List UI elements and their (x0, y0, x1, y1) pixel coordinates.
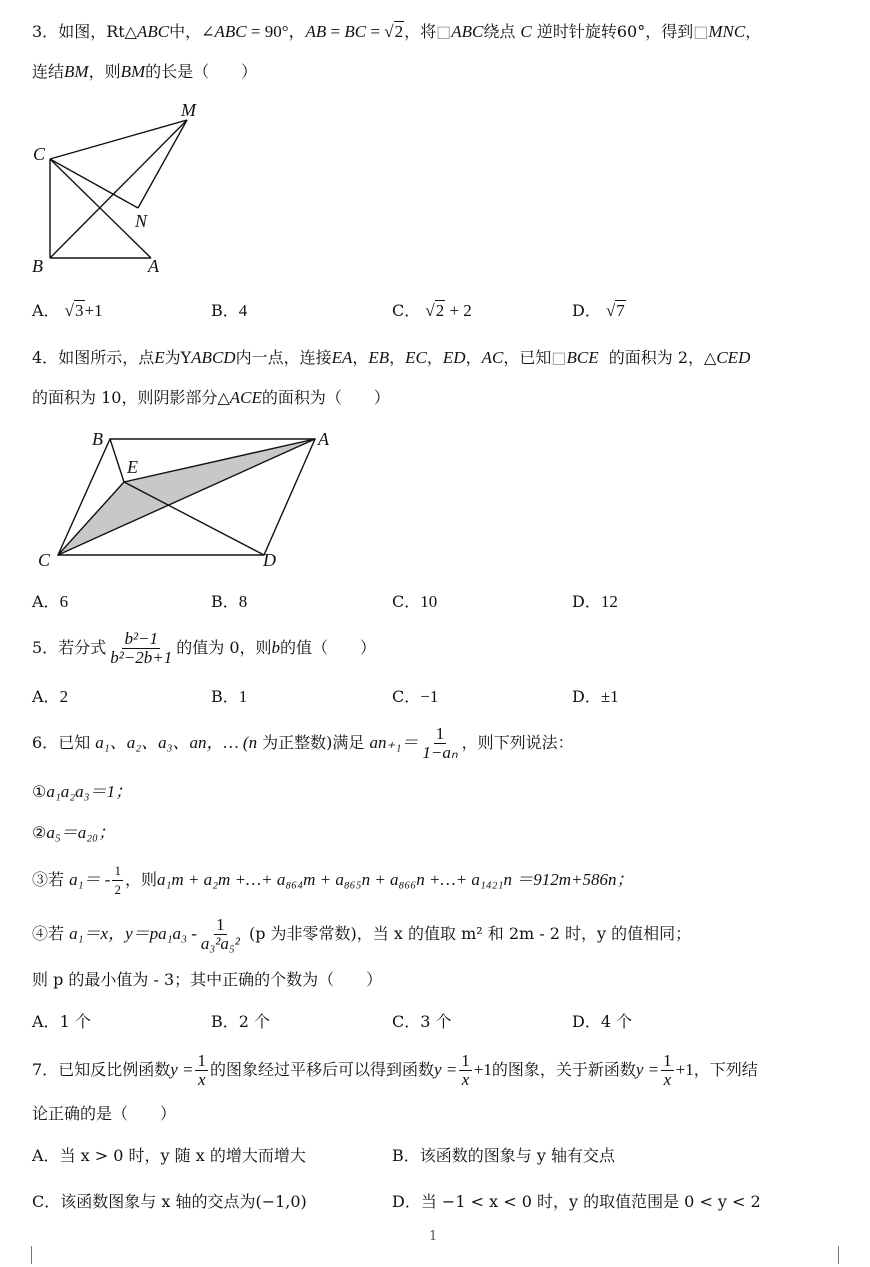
q3-number: 3． (32, 22, 59, 41)
math: AB (305, 22, 327, 41)
q3-option-a[interactable] (32, 301, 103, 321)
math: BCE (566, 348, 599, 367)
math: ACE (229, 388, 262, 407)
option-letter: C． (392, 592, 421, 611)
q4-option-c[interactable] (392, 592, 437, 612)
q3-stem-line1 (32, 22, 761, 42)
text: 如图，Rt△ (58, 22, 137, 41)
right-margin-mark (838, 1246, 839, 1264)
q5-number: 5． (32, 638, 59, 657)
text: 的面积为 10，则阴影部分△ (32, 388, 230, 407)
q4-figure-parallelogram (0, 420, 360, 580)
text: ，则 (124, 870, 157, 889)
math: AC (481, 348, 504, 367)
text: 内一点，连接 (235, 348, 332, 367)
denominator: b²−2b+1 (110, 648, 173, 667)
option-letter: A． (32, 592, 60, 611)
q5-stem (32, 628, 376, 668)
q4-option-d[interactable] (572, 592, 618, 612)
label-E: E (127, 457, 138, 477)
q7-number: 7． (32, 1060, 59, 1079)
text: 论正确的是（ ） (32, 1104, 177, 1123)
math: MNC (708, 22, 746, 41)
sqrt-2: √2 (384, 22, 404, 41)
numerator: 1 (197, 1051, 206, 1070)
option-text: 8 (238, 592, 248, 611)
option-letter: D． (392, 1192, 421, 1211)
q6-stem (32, 723, 574, 763)
text: 已知反比例函数 (58, 1060, 171, 1079)
q7-option-b[interactable] (392, 1146, 615, 1166)
math: ABCD (191, 348, 236, 367)
q7-option-d[interactable] (392, 1192, 761, 1212)
text: 的面积为（ ） (261, 388, 390, 407)
math: E (154, 348, 165, 367)
text: ， (745, 22, 762, 41)
text: 为正整数)满足 (262, 733, 365, 752)
text: ，则 (88, 62, 121, 81)
statement-mark: ③ (32, 870, 49, 889)
fraction (661, 1052, 674, 1089)
statement-mark: ① (32, 782, 47, 801)
option-letter: B． (392, 1146, 420, 1165)
math: BM (120, 62, 146, 81)
radicand: 7 (616, 301, 625, 320)
left-margin-mark (31, 1246, 32, 1264)
option-letter: A． (32, 1012, 60, 1031)
q7-option-a[interactable] (32, 1146, 306, 1166)
option-letter: C． (392, 1012, 421, 1031)
missing-glyph: □ (551, 348, 567, 367)
text: 中，∠ (169, 22, 215, 41)
q6-option-b[interactable] (211, 1012, 270, 1032)
q6-statement-1 (32, 782, 132, 802)
q4-option-b[interactable] (211, 592, 247, 612)
q6-statement-4 (32, 912, 691, 956)
option-letter: D． (572, 1012, 601, 1031)
q6-conclusion (32, 970, 382, 990)
sqrt: √2 (425, 301, 445, 320)
math: CED (716, 348, 751, 367)
option-letter: A． (32, 1146, 60, 1165)
option-text: 4 (238, 301, 248, 320)
q4-stem-line2 (32, 388, 390, 408)
option-letter: A． (32, 301, 60, 320)
denominator: 1−aₙ (422, 743, 458, 762)
option-text: 2 (59, 687, 69, 706)
denominator: x (461, 1070, 470, 1089)
missing-glyph: □ (436, 22, 452, 41)
math: ED (442, 348, 466, 367)
option-text: 4 个 (600, 1012, 633, 1031)
label-A: A (148, 256, 159, 276)
fraction (459, 1052, 472, 1089)
text: ， (426, 348, 443, 367)
text: 的面积为 2，△ (608, 348, 717, 367)
option-text: 该函数图象与 x 轴的交点为(−1,0) (60, 1192, 307, 1211)
text: 若 (48, 870, 65, 889)
math: y = (434, 1060, 458, 1079)
math: EB (368, 348, 390, 367)
statement-mark: ② (32, 823, 47, 842)
math: y = (635, 1060, 660, 1079)
numerator: 1 (112, 862, 123, 881)
math: C (520, 22, 532, 41)
text: 的图象，关于新函数 (491, 1060, 636, 1079)
label-B: B (32, 256, 43, 276)
text: 则 p 的最小值为 - 3；其中正确的个数为（ ） (32, 970, 383, 989)
option-text: 当 x > 0 时，y 随 x 的增大而增大 (59, 1146, 306, 1165)
q5-option-a[interactable] (32, 687, 68, 707)
math: ABC (214, 22, 247, 41)
math: a₁＝ - (69, 870, 111, 889)
q7-stem-line2 (32, 1104, 176, 1124)
math: BC (344, 22, 367, 41)
option-letter: C． (392, 687, 421, 706)
option-text: 当 −1 < x < 0 时，y 的取值范围是 0 < y < 2 (420, 1192, 761, 1211)
math: a₁m + a₂m +…+ a₈₆₄m + a₈₆₅n + a₈₆₆n +…+ a₁₄₂₁n ＝912m+586n； (156, 870, 634, 889)
q7-option-c[interactable] (32, 1192, 307, 1212)
math: = (326, 22, 345, 41)
q3-option-d[interactable] (572, 301, 626, 321)
math: ABC (136, 22, 170, 41)
text: ， (465, 348, 482, 367)
q5-option-d[interactable] (572, 687, 619, 707)
fraction (420, 725, 459, 762)
math: n (248, 733, 258, 752)
text: ，则下列说法： (461, 733, 574, 752)
numerator: 1 (216, 915, 225, 934)
option-text: −1 (420, 687, 439, 706)
text: 的值为 0，则 (176, 638, 272, 657)
option-letter: D． (572, 687, 601, 706)
text: 如图所示，点 (58, 348, 155, 367)
q3-option-c[interactable] (392, 301, 472, 321)
option-letter: B． (211, 687, 239, 706)
text: (p 为非零常数)，当 x 的值取 m² 和 2m - 2 时，y 的值相同； (248, 924, 692, 943)
text: 的长是（ ） (145, 62, 258, 81)
option-text: 该函数的图象与 y 轴有交点 (419, 1146, 615, 1165)
option-text: 6 (59, 592, 69, 611)
math: b (271, 638, 281, 657)
statement-text: a₁a₂a₃＝1； (46, 782, 133, 801)
q4-stem-line1 (32, 348, 750, 368)
text: 的值（ ） (280, 638, 377, 657)
math: a₁、a₂、a₃、an，… ( (95, 733, 249, 752)
q3-stem-line2 (32, 62, 257, 82)
option-text: 3 个 (420, 1012, 452, 1031)
option-text: 10 (420, 592, 438, 611)
denominator: a₃²a₅² (200, 934, 240, 953)
math: ABC (451, 22, 484, 41)
numerator: b²−1 (124, 629, 159, 648)
text: 若分式 (58, 638, 107, 657)
option-letter: B． (211, 301, 239, 320)
option-letter: A． (32, 687, 60, 706)
option-text: 1 (238, 687, 248, 706)
label-C: C (38, 550, 51, 570)
q6-number: 6． (32, 733, 59, 752)
option-text: 1 个 (59, 1012, 91, 1031)
sqrt: √3 (64, 301, 84, 320)
text: 逆时针旋转60°，得到 (536, 22, 694, 41)
numerator: 1 (663, 1051, 672, 1070)
option-letter: B． (211, 1012, 239, 1031)
fraction (108, 630, 174, 667)
q6-statement-2 (32, 823, 115, 843)
math: an₊₁＝ (369, 733, 419, 752)
denominator: x (663, 1070, 672, 1089)
option-text: ±1 (600, 687, 619, 706)
math: y = (170, 1060, 194, 1079)
fraction (112, 862, 123, 899)
math: = (366, 22, 385, 41)
option-text: 2 个 (238, 1012, 271, 1031)
text: ，将 (404, 22, 437, 41)
label-A: A (318, 429, 329, 449)
q3-figure-rotated-triangle (0, 95, 240, 285)
missing-glyph: □ (693, 22, 709, 41)
text: 若 (48, 924, 65, 943)
page-number: 1 (429, 1229, 438, 1244)
math: +1 (675, 1060, 694, 1079)
option-text: 12 (600, 592, 618, 611)
option-suffix: +1 (84, 301, 103, 320)
math: BM (64, 62, 89, 81)
label-B: B (92, 429, 103, 449)
text: 的图象经过平移后可以得到函数 (209, 1060, 434, 1079)
text: ，下列结 (693, 1060, 758, 1079)
numerator: 1 (435, 724, 445, 743)
text: ， (352, 348, 369, 367)
q7-stem-line1 (32, 1050, 758, 1090)
fraction (195, 1052, 208, 1089)
label-M: M (181, 100, 196, 120)
q6-option-a[interactable] (32, 1012, 91, 1032)
denominator: x (197, 1070, 206, 1089)
option-letter: C． (392, 301, 421, 320)
q6-option-c[interactable] (392, 1012, 452, 1032)
q4-number: 4． (32, 348, 59, 367)
label-N: N (135, 211, 148, 231)
option-letter: D． (572, 301, 601, 320)
option-letter: B． (211, 592, 239, 611)
text: 绕点 (483, 22, 516, 41)
label-D: D (263, 550, 276, 570)
option-letter: D． (572, 592, 601, 611)
q5-option-c[interactable] (392, 687, 438, 707)
q3-option-b[interactable] (211, 301, 247, 321)
sqrt: √7 (605, 301, 625, 320)
math: EA (331, 348, 353, 367)
q6-statement-3 (32, 860, 633, 900)
math: a₁＝x，y＝pa₁a₃ - (69, 924, 197, 943)
denominator: 2 (114, 882, 121, 897)
q4-option-a[interactable] (32, 592, 68, 612)
option-suffix: + 2 (445, 301, 472, 320)
text: 为Y (164, 348, 192, 367)
radicand: 3 (75, 301, 84, 320)
label-C: C (33, 144, 46, 164)
text: 连结 (32, 62, 65, 81)
fraction (199, 916, 242, 953)
statement-mark: ④ (32, 924, 49, 943)
radicand: 2 (435, 301, 445, 320)
text: ，已知 (503, 348, 552, 367)
text: 已知 (58, 733, 91, 752)
option-letter: C． (32, 1192, 61, 1211)
q6-option-d[interactable] (572, 1012, 632, 1032)
math: +1 (473, 1060, 492, 1079)
radicand: 2 (394, 22, 404, 41)
statement-text: a₅＝a₂₀； (46, 823, 116, 842)
math: EC (405, 348, 427, 367)
q5-option-b[interactable] (211, 687, 247, 707)
math: = 90°， (246, 22, 306, 41)
numerator: 1 (461, 1051, 470, 1070)
text: ， (389, 348, 406, 367)
